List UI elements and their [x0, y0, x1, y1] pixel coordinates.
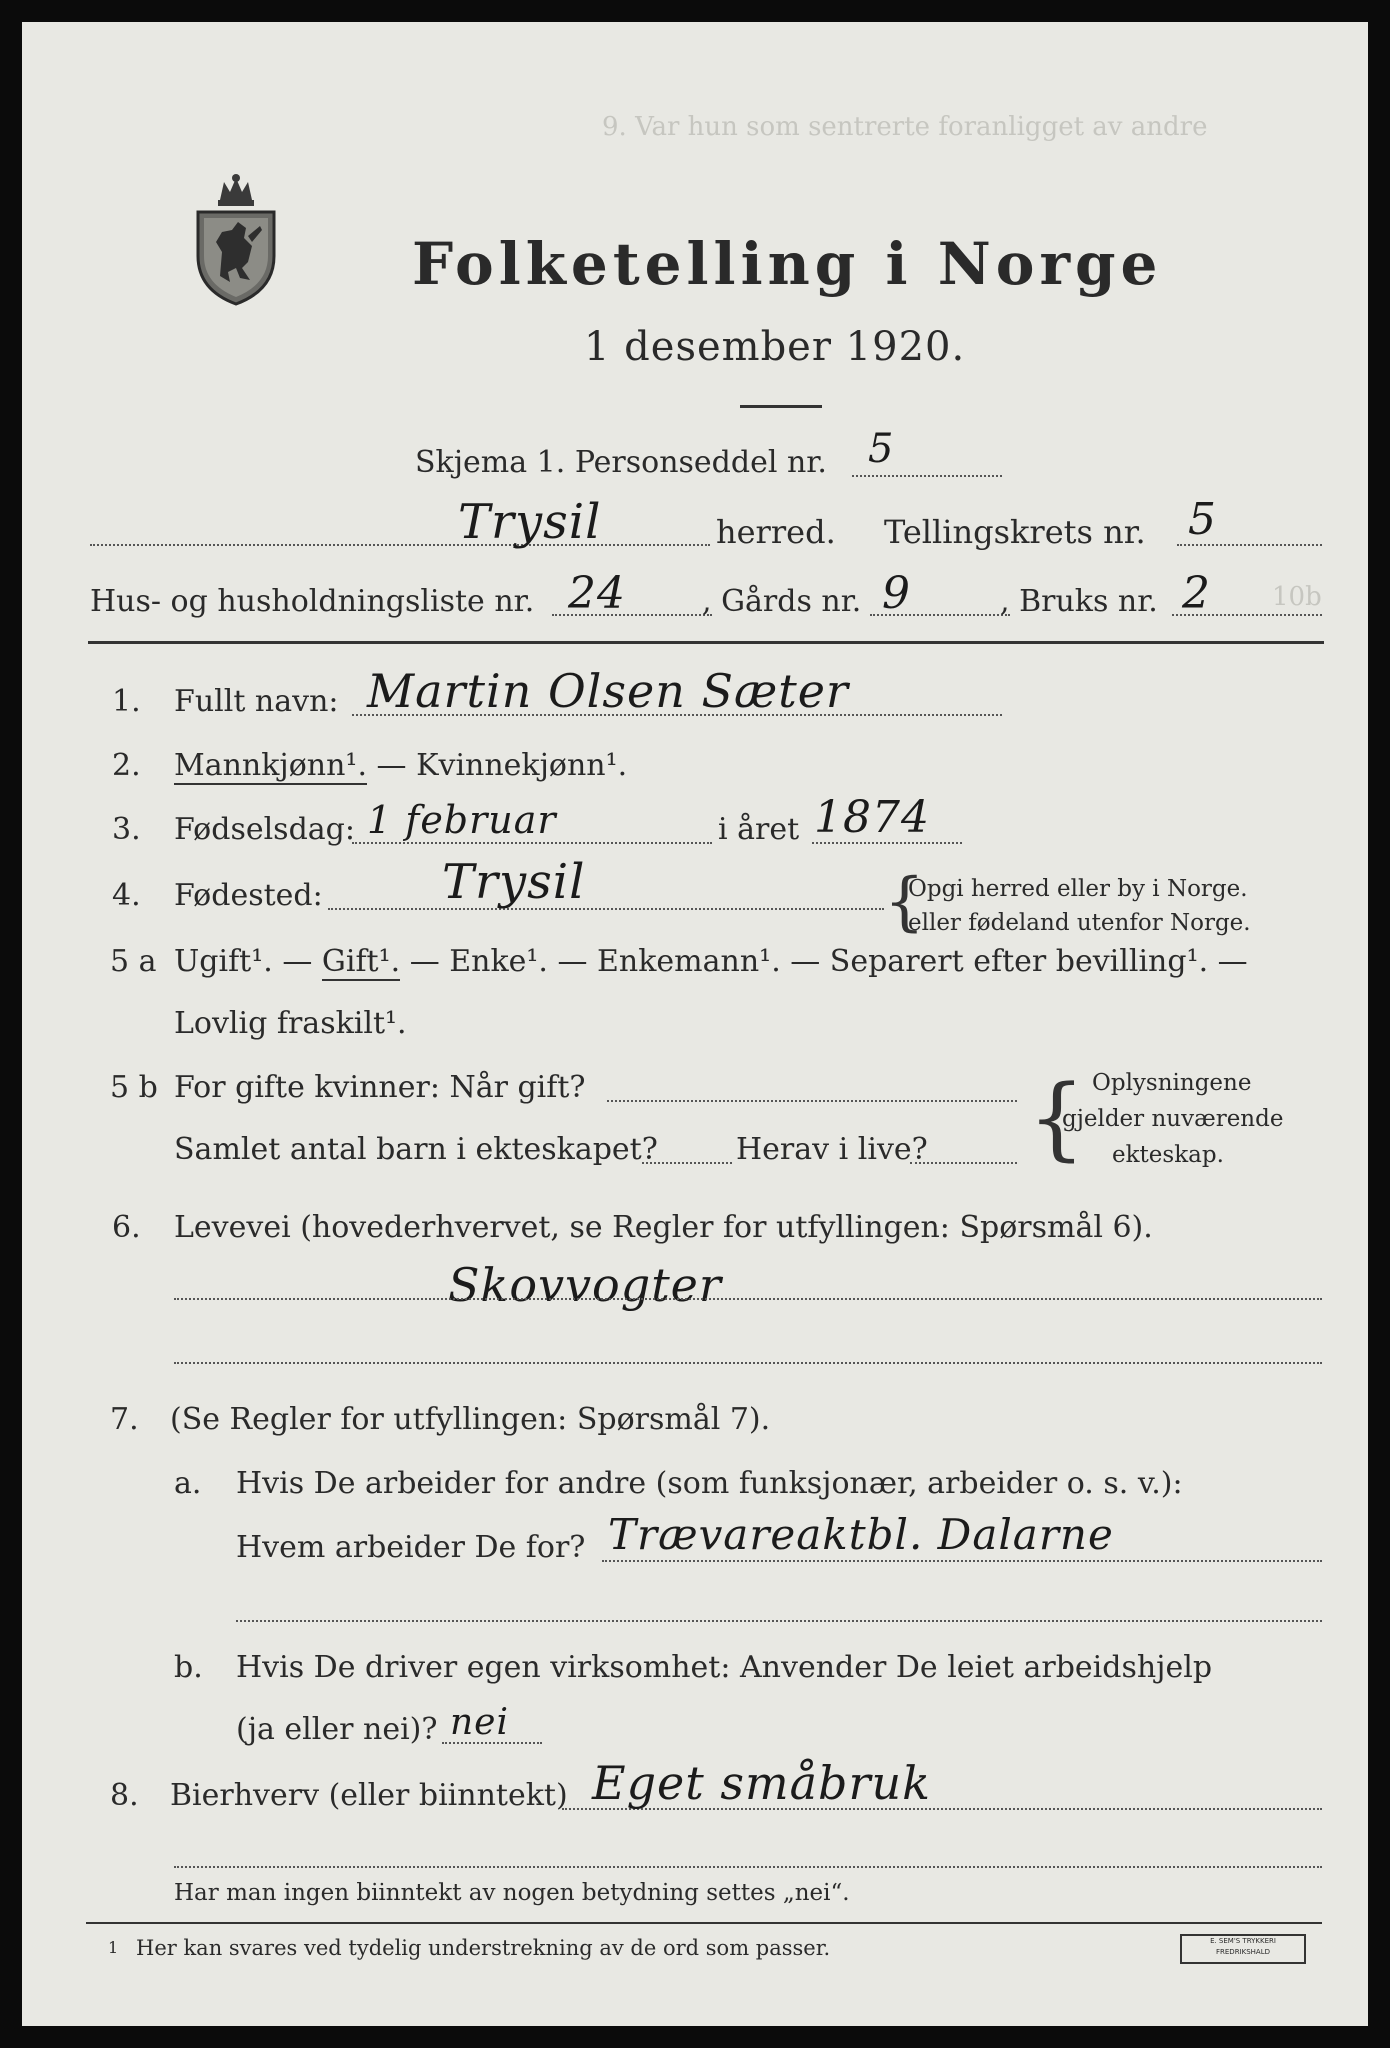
q1-label: Fullt navn:	[174, 684, 339, 719]
footer-note: Har man ingen biinntekt av nogen betydning settes „nei“.	[174, 1880, 850, 1906]
herred-value[interactable]: Trysil	[458, 494, 602, 550]
census-date: 1 desember 1920.	[584, 324, 966, 370]
side-income-value[interactable]: Eget småbruk	[592, 1756, 931, 1810]
header-divider	[88, 641, 1324, 644]
bruks-label: , Bruks nr.	[1000, 584, 1158, 619]
q5b-label-alive: Herav i live?	[736, 1132, 928, 1167]
q7b-question: (ja eller nei)?	[236, 1712, 438, 1747]
q7-label: (Se Regler for utfyllingen: Spørsmål 7).	[170, 1402, 771, 1437]
option-gift-underlined[interactable]: Gift¹.	[321, 944, 401, 979]
birthday-value[interactable]: 1 februar	[367, 798, 557, 842]
q6-label: Levevei (hovederhvervet, se Regler for utfyllingen: Spørsmål 6).	[174, 1210, 1153, 1245]
norway-coat-of-arms-icon	[190, 172, 282, 306]
schema-label: Skjema 1. Personseddel nr.	[415, 445, 827, 480]
footnote-mark: 1	[108, 1938, 119, 1957]
q5a-options: Ugift¹. — Gift¹. — Enke¹. — Enkemann¹. — Separert efter bevilling¹. —	[174, 944, 1248, 979]
printer-stamp: E. SEM'S TRYKKERI FREDRIKSHALD	[1180, 1934, 1306, 1964]
full-name-value[interactable]: Martin Olsen Sæter	[367, 664, 849, 718]
q5b-note-1: Oplysningene	[1092, 1070, 1252, 1096]
gards-label: , Gårds nr.	[702, 584, 862, 619]
q7a-label: Hvis De arbeider for andre (som funksjonær, arbeider o. s. v.):	[236, 1466, 1183, 1501]
q5a-number: 5 a	[110, 944, 157, 979]
employer-value[interactable]: Trævareaktbl. Dalarne	[608, 1510, 1114, 1559]
gards-value[interactable]: 9	[882, 568, 911, 619]
q6-number: 6.	[112, 1210, 141, 1245]
birthplace-note-1: Opgi herred eller by i Norge.	[908, 876, 1248, 902]
option-mannkjonn-underlined[interactable]: Mannkjønn¹.	[174, 748, 367, 783]
census-form: 9. Var hun som sentrerte foranligget av andre 10b Folketelling i Norge 1 desember 1920. Skjema 1. Personseddel nr. 5 Trysil herred. Tellingskrets nr. 5 Hus- og husholdningsliste nr. 24 , Gårds nr. 9 , Bruks nr. 2 1. Fullt navn: Martin Olsen Sæter 2. Mannkjønn¹. — Kvinnekjønn¹. 3. Fødselsdag: 1 februar i året 1874 4. Fødested: Trysil { Opgi herred eller by i Norge. eller fødeland utenfor Norge. 5 a Ugift¹. — Gift¹. — Enke¹. — Enkemann¹. — Separert efter bevilling¹. — Lovlig fraskilt¹. 5 b For gifte kvinner: Når gift? Samlet antal barn i ekteskapet? Herav i live? { Oplysningene gjelder nuværende ekteskap. 6. Levevei (hovederhvervet, se Regler for utfyllingen: Spørsmål 6). Skovvogter 7. (Se Regler for utfyllingen: Spørsmål 7). a. Hvis De arbeider for andre (som funksjonær, arbeider o. s. v.): Hvem arbeider De for? Trævareaktbl. Dalarne b. Hvis De driver egen virksomhet: Anvender De leiet arbeidshjelp (ja eller nei)? nei 8. Bierhverv (eller biinntekt) Eget småbruk Har man ingen biinntekt av nogen betydning settes „nei“. 1 Her kan svares ved tydelig understrekning av de ord som passer. E. SEM'S TRYKKERI FREDRIKSHALD	[22, 22, 1368, 2026]
q1-number: 1.	[112, 684, 141, 719]
q7a-question: Hvem arbeider De for?	[236, 1530, 586, 1565]
tellingskrets-label: Tellingskrets nr.	[884, 513, 1146, 551]
q5b-note-3: ekteskap.	[1112, 1142, 1224, 1168]
show-through-text: 9. Var hun som sentrerte foranligget av andre	[602, 112, 1208, 142]
q2-number: 2.	[112, 748, 141, 783]
q4-number: 4.	[112, 878, 141, 913]
birth-year-value[interactable]: 1874	[814, 792, 930, 843]
q7b-label: Hvis De driver egen virksomhet: Anvender De leiet arbeidshjelp	[236, 1650, 1213, 1685]
option-remaining-statuses[interactable]: — Enke¹. — Enkemann¹. — Separert efter bevilling¹. —	[400, 944, 1248, 979]
q2-options	[174, 748, 627, 783]
footnote-text: Her kan svares ved tydelig understrekning av de ord som passer.	[136, 1936, 831, 1960]
hus-label: Hus- og husholdningsliste nr.	[90, 584, 535, 619]
q4-label: Fødested:	[174, 878, 323, 913]
hired-help-value[interactable]: nei	[450, 1702, 510, 1743]
birthplace-value[interactable]: Trysil	[442, 854, 586, 910]
occupation-value[interactable]: Skovvogter	[448, 1258, 722, 1312]
show-through-text: 10b	[1272, 582, 1322, 612]
q5b-label-married-when: For gifte kvinner: Når gift?	[174, 1070, 586, 1105]
q8-label: Bierhverv (eller biinntekt)	[170, 1778, 568, 1813]
husholdningsliste-value[interactable]: 24	[568, 568, 626, 619]
option-ugift[interactable]: Ugift¹.	[174, 944, 273, 979]
personseddel-nr-value[interactable]: 5	[868, 426, 895, 472]
q7-number: 7.	[110, 1402, 139, 1437]
option-separator: —	[367, 748, 417, 783]
q7a-letter: a.	[174, 1466, 202, 1501]
q8-number: 8.	[110, 1778, 139, 1813]
option-lovlig-fraskilt[interactable]: Lovlig fraskilt¹.	[174, 1006, 407, 1041]
q3-number: 3.	[112, 812, 141, 847]
q5b-label-children: Samlet antal barn i ekteskapet?	[174, 1132, 658, 1167]
form-title: Folketelling i Norge	[412, 230, 1163, 298]
q5b-number: 5 b	[110, 1070, 158, 1105]
q5b-note-2: gjelder nuværende	[1062, 1106, 1284, 1132]
year-label: i året	[718, 812, 800, 847]
birthplace-note-2: eller fødeland utenfor Norge.	[908, 910, 1251, 936]
q3-label: Fødselsdag:	[174, 812, 355, 847]
option-kvinnekjonn[interactable]: Kvinnekjønn¹.	[416, 748, 628, 783]
bruks-value[interactable]: 2	[1182, 568, 1211, 619]
tellingskrets-value[interactable]: 5	[1188, 494, 1217, 545]
q7b-letter: b.	[174, 1650, 203, 1685]
title-divider	[740, 405, 822, 408]
footer-divider	[86, 1922, 1322, 1924]
herred-label: herred.	[716, 513, 836, 551]
